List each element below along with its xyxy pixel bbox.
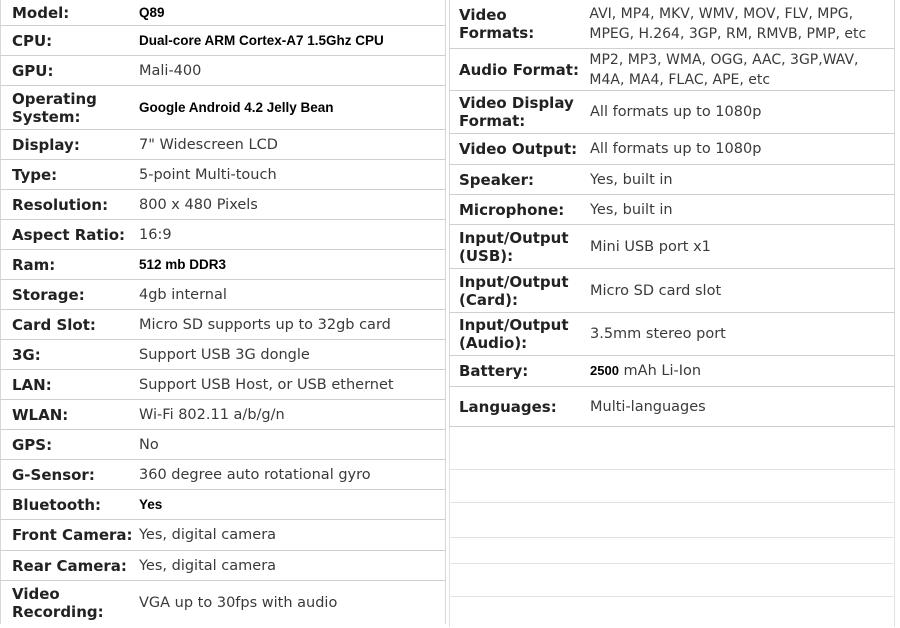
spec-row-wlan (0, 400, 446, 430)
spec-value: Yes (139, 496, 163, 512)
spec-label: Card Slot: (12, 315, 96, 334)
spec-value: Yes, built in (590, 171, 673, 188)
spec-label: Display: (12, 135, 80, 154)
spec-value: AVI, MP4, MKV, WMV, MOV, FLV, MPG, MPEG, H.264, 3GP, RM, RMVB, PMP, etc (589, 6, 867, 42)
spec-row-video-formats (449, 0, 895, 49)
spec-label: Type: (12, 165, 58, 184)
spec-label: Resolution: (12, 195, 109, 214)
spec-row-video-display-format (449, 91, 895, 134)
spec-label: Microphone: (459, 200, 565, 219)
spec-row-languages (449, 387, 895, 427)
spec-row-type (0, 160, 446, 190)
spec-label: GPU: (12, 61, 54, 80)
spec-row-g-sensor (0, 460, 446, 490)
spec-label: Storage: (12, 285, 85, 304)
spec-value: Dual-core ARM Cortex-A7 1.5Ghz CPU (139, 32, 384, 48)
spec-value: Support USB 3G dongle (139, 346, 310, 363)
spec-row-speaker (449, 165, 895, 195)
spec-value: 16:9 (139, 226, 172, 243)
spec-label: Speaker: (459, 170, 534, 189)
right-spec-table (449, 0, 895, 627)
spec-label: Audio Format: (459, 60, 579, 79)
spec-row-display (0, 130, 446, 160)
spec-value: Mali-400 (139, 62, 202, 79)
spec-label: 3G: (12, 345, 41, 364)
spec-value: Support USB Host, or USB ethernet (139, 376, 394, 393)
spec-row-3g (0, 340, 446, 370)
battery-capacity-unit: mAh Li-Ion (618, 363, 702, 379)
spec-value: Micro SD supports up to 32gb card (139, 316, 391, 333)
spec-value: 800 x 480 Pixels (139, 196, 258, 213)
spec-row-storage (0, 280, 446, 310)
spec-label: Input/Output (USB): (459, 228, 569, 265)
spec-row-gpu (0, 56, 446, 86)
spec-row-rear-camera (0, 551, 446, 581)
spec-value (590, 361, 701, 381)
spec-label: Video Recording: (12, 584, 104, 621)
spec-row-bluetooth (0, 490, 446, 520)
empty-row (449, 597, 895, 627)
spec-value: 512 mb DDR3 (139, 256, 227, 272)
spec-value: 360 degree auto rotational gyro (139, 466, 371, 483)
spec-row-aspect-ratio (0, 220, 446, 250)
spec-label: Front Camera: (12, 526, 133, 544)
spec-label: G-Sensor: (12, 465, 95, 484)
spec-row-microphone (449, 195, 895, 225)
spec-row-gps (0, 430, 446, 460)
spec-row-battery (449, 356, 895, 387)
spec-value: 4gb internal (139, 286, 227, 303)
spec-value: Multi-languages (590, 398, 706, 415)
empty-row (449, 427, 895, 470)
spec-label: Rear Camera: (12, 556, 127, 575)
spec-value: Yes, built in (590, 201, 673, 218)
spec-value: Google Android 4.2 Jelly Bean (139, 99, 334, 115)
spec-label: CPU: (12, 31, 53, 50)
spec-row-video-output (449, 134, 895, 165)
spec-row-front-camera (0, 520, 446, 551)
spec-label: Video Output: (459, 140, 578, 158)
spec-value: Mini USB port x1 (590, 238, 711, 255)
spec-row-input-output-audio (449, 313, 895, 356)
spec-value: Wi-Fi 802.11 a/b/g/n (139, 406, 285, 423)
spec-label: Input/Output (Card): (459, 272, 569, 309)
spec-label: Battery: (459, 362, 529, 380)
spec-label: Ram: (12, 255, 56, 274)
empty-row (449, 470, 895, 503)
spec-value: Yes, digital camera (139, 527, 277, 543)
spec-row-audio-format (449, 49, 895, 91)
spec-row-lan (0, 370, 446, 400)
spec-label: LAN: (12, 375, 52, 394)
spec-label: GPS: (12, 435, 53, 454)
battery-capacity-number: 2500 (590, 363, 619, 378)
spec-value: 5-point Multi-touch (139, 166, 277, 183)
spec-label: Bluetooth: (12, 495, 102, 514)
spec-value: VGA up to 30fps with audio (139, 594, 338, 611)
spec-row-resolution (0, 190, 446, 220)
spec-row-input-output-card (449, 269, 895, 313)
empty-row (449, 538, 895, 564)
spec-row-card-slot (0, 310, 446, 340)
empty-row (449, 503, 895, 538)
spec-label: Languages: (459, 397, 557, 416)
spec-value: Q89 (139, 4, 165, 20)
left-spec-table (0, 0, 446, 624)
spec-value: 3.5mm stereo port (590, 326, 726, 342)
spec-label: Video Formats: (459, 6, 535, 42)
spec-value: No (139, 436, 159, 453)
spec-value: Yes, digital camera (139, 557, 277, 574)
spec-row-input-output-usb (449, 225, 895, 269)
spec-label: Aspect Ratio: (12, 225, 126, 244)
spec-row-ram (0, 250, 446, 280)
spec-value: 7" Widescreen LCD (139, 136, 278, 153)
spec-value: All formats up to 1080p (590, 104, 762, 120)
spec-row-model (0, 0, 446, 26)
spec-row-video-recording (0, 581, 446, 624)
spec-label: Video Display Format: (459, 94, 574, 130)
spec-row-operating-system (0, 86, 446, 130)
spec-value: Micro SD card slot (590, 282, 722, 299)
spec-label: WLAN: (12, 405, 69, 424)
spec-label: Operating System: (12, 89, 97, 126)
spec-row-cpu (0, 26, 446, 56)
empty-row (449, 564, 895, 597)
spec-label: Model: (12, 3, 70, 22)
spec-label: Input/Output (Audio): (459, 316, 569, 352)
spec-value: All formats up to 1080p (590, 141, 762, 157)
spec-value: MP2, MP3, WMA, OGG, AAC, 3GP,WAV, M4A, MA4, FLAC, APE, etc (589, 51, 859, 88)
